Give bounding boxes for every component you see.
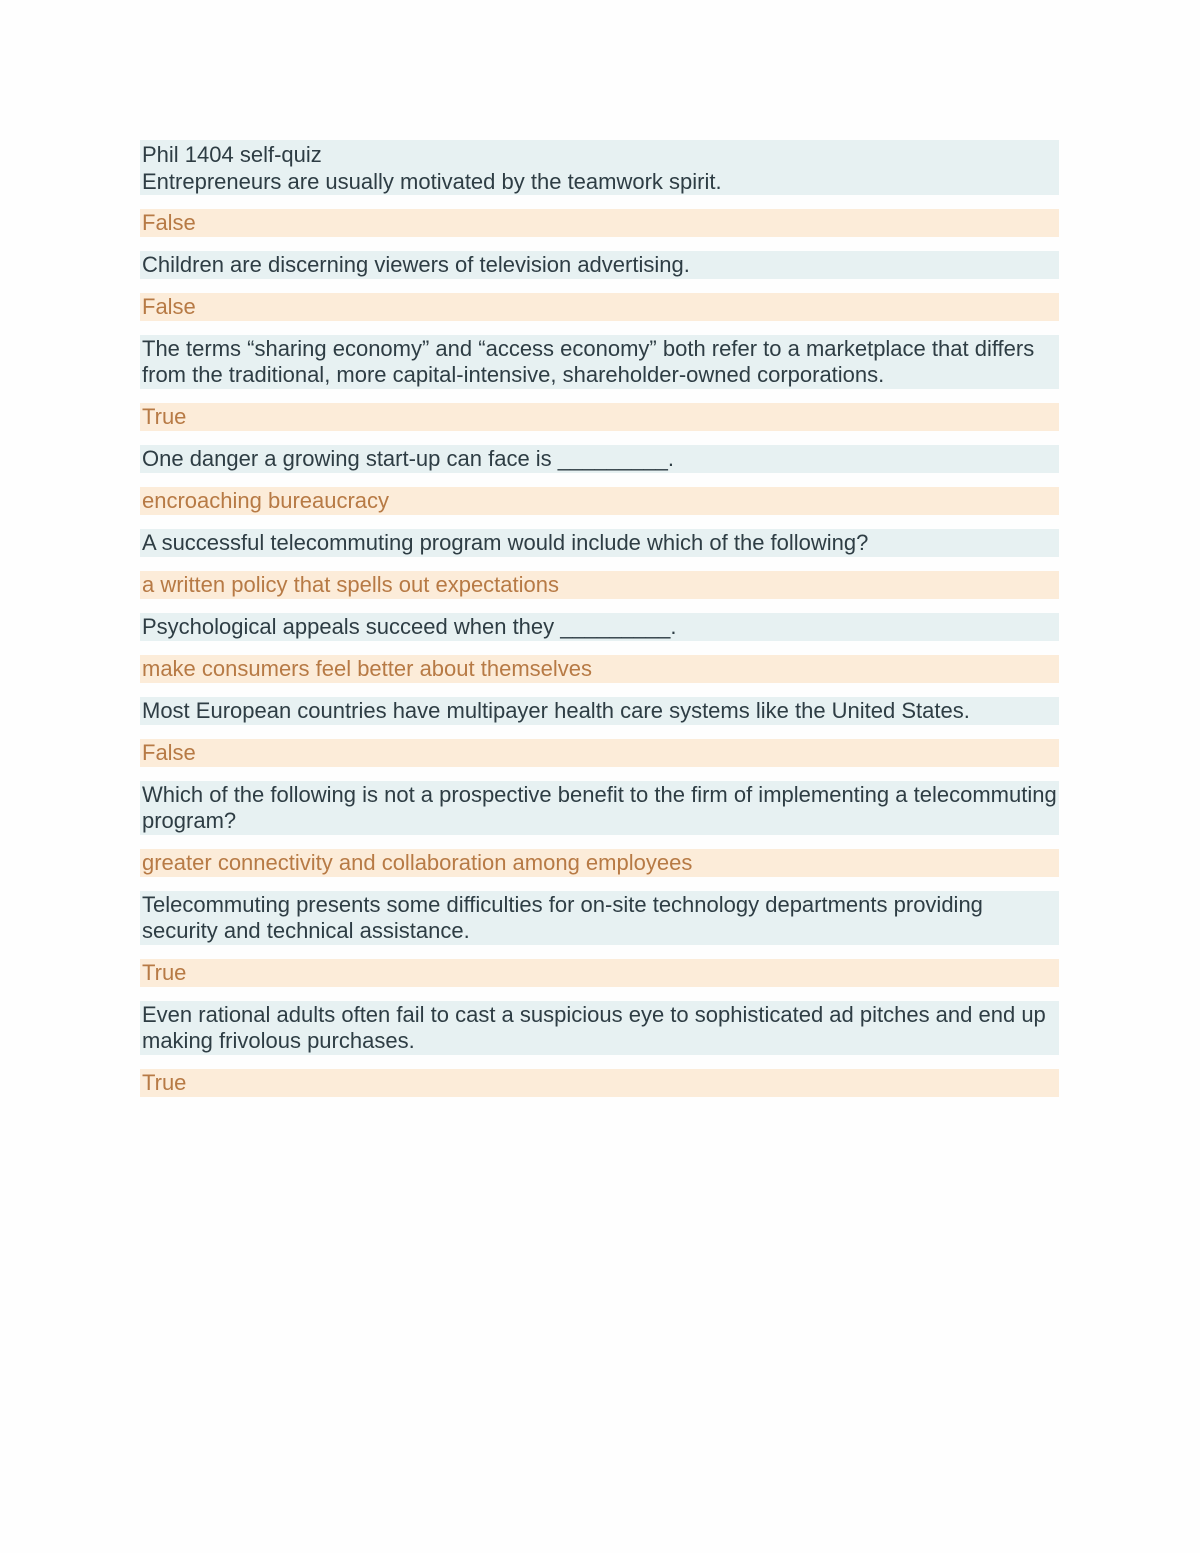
title-block [140,140,1059,195]
question-10: Even rational adults often fail to cast a suspicious eye to sophisticated ad pitches and end up making frivolous purchases. [140,1001,1059,1055]
answer-1: False [140,209,1059,237]
answer-5: a written policy that spells out expectations [140,571,1059,599]
answer-2: False [140,293,1059,321]
answer-7: False [140,739,1059,767]
question-6: Psychological appeals succeed when they _________. [140,613,1059,641]
document-page [140,140,1059,1097]
answer-9: True [140,959,1059,987]
question-1: Entrepreneurs are usually motivated by the teamwork spirit. [142,169,1057,195]
answer-10: True [140,1069,1059,1097]
question-7: Most European countries have multipayer health care systems like the United States. [140,697,1059,725]
document-title: Phil 1404 self-quiz [142,142,322,167]
answer-4: encroaching bureaucracy [140,487,1059,515]
answer-8: greater connectivity and collaboration among employees [140,849,1059,877]
question-9: Telecommuting presents some difficulties for on-site technology departments providing security and technical assistance. [140,891,1059,945]
answer-6: make consumers feel better about themselves [140,655,1059,683]
answer-3: True [140,403,1059,431]
question-2: Children are discerning viewers of television advertising. [140,251,1059,279]
question-4: One danger a growing start-up can face is _________. [140,445,1059,473]
question-5: A successful telecommuting program would include which of the following? [140,529,1059,557]
question-3: The terms “sharing economy” and “access economy” both refer to a marketplace that differs from the traditional, more capital-intensive, shareholder-owned corporations. [140,335,1059,389]
question-8: Which of the following is not a prospective benefit to the firm of implementing a telecommuting program? [140,781,1059,835]
